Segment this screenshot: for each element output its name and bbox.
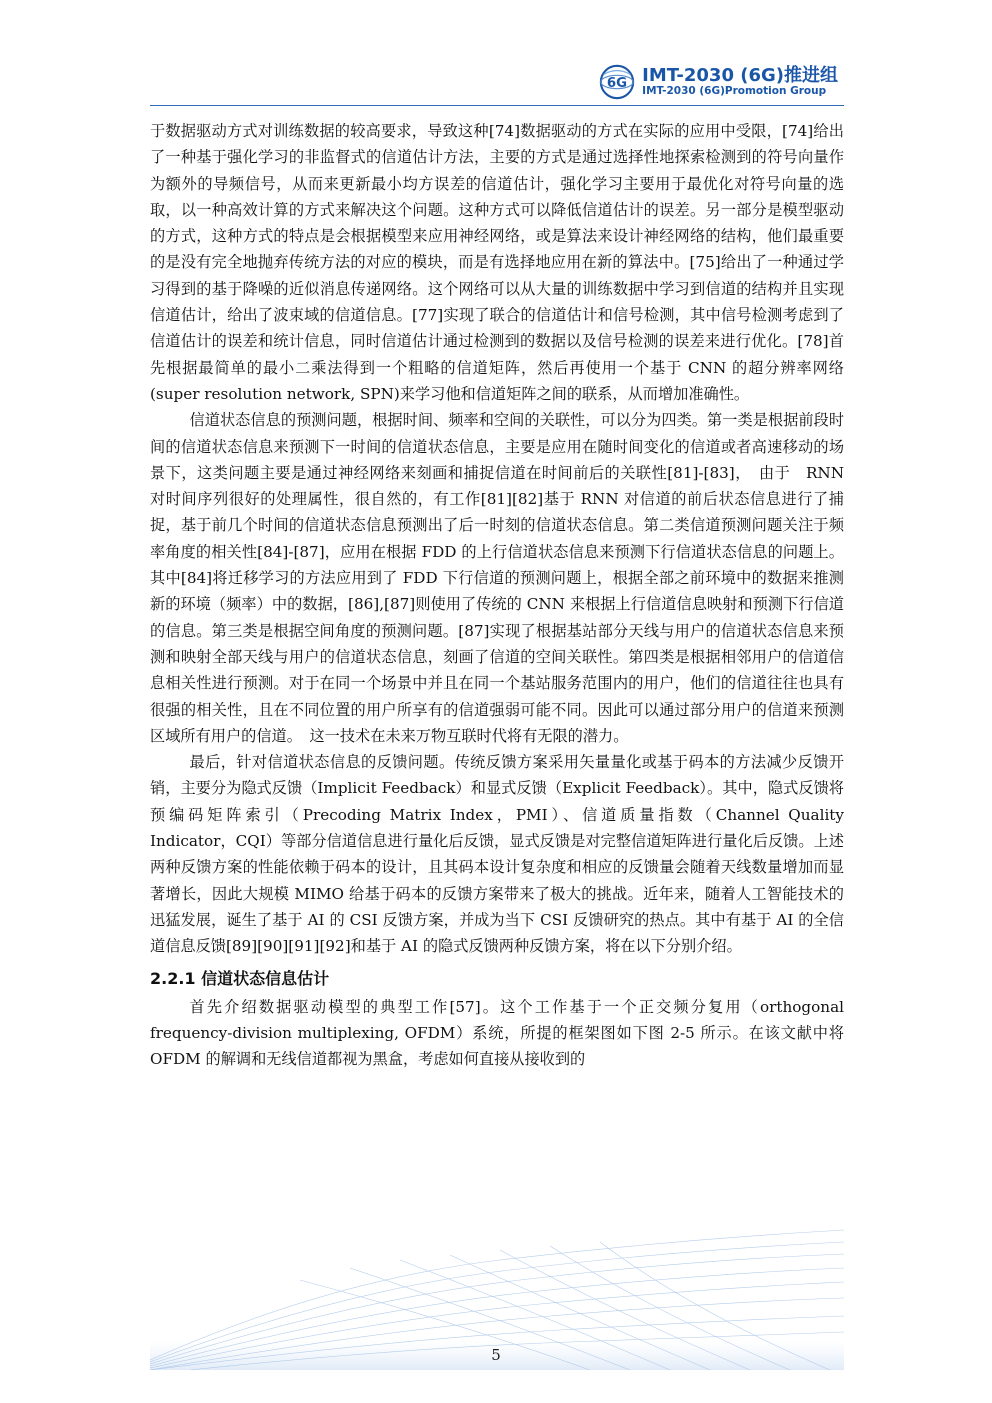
- body-paragraph-3: 最后，针对信道状态信息的反馈问题。传统反馈方案采用矢量量化或基于码本的方法减少反馈开销，主要分为隐式反馈（Implicit Feedback）和显式反馈（Explicit Feedback）。其中，隐式反馈将预编码矩阵索引（Precoding Matrix Index，PMI）、信道质量指数（Channel Quality Indicator，CQI）等部分信道信息进行量化后反馈，显式反馈是对完整信道矩阵进行量化后反馈。上述两种反馈方案的性能依赖于码本的设计，且其码本设计复杂度和相应的反馈量会随着天线数量增加而显著增长，因此大规模 MIMO 给基于码本的反馈方案带来了极大的挑战。近年来，随着人工智能技术的迅猛发展，诞生了基于 AI 的 CSI 反馈方案，并成为当下 CSI 反馈研究的热点。其中有基于 AI 的全信道信息反馈[89][90][91][92]和基于 AI 的隐式反馈两种反馈方案，将在以下分别介绍。: [150, 753, 844, 956]
- section-heading: 2.2.1 信道状态信息估计: [150, 968, 330, 988]
- logo-title: IMT-2030 (6G)推进组: [642, 65, 838, 87]
- header-divider: [150, 105, 844, 106]
- body-paragraph-4: 首先介绍数据驱动模型的典型工作[57]。这个工作基于一个正交频分复用（orthogonal frequency-division multiplexing, OFDM）系统，所提的框架图如下图 2-5 所示。在该文献中将 OFDM 的解调和无线信道都视为黑盒，考虑如何直接从接收到的: [150, 997, 844, 1069]
- logo-subtitle: IMT-2030 (6G)Promotion Group: [642, 84, 827, 97]
- imt-2030-logo: [598, 60, 838, 104]
- page-body: [150, 118, 860, 1072]
- body-paragraph-2: 信道状态信息的预测问题，根据时间、频率和空间的关联性，可以分为四类。第一类是根据前段时间的信道状态信息来预测下一时间的信道状态信息，主要是应用在随时间变化的信道或者高速移动的场景下，这类问题主要是通过神经网络来刻画和捕捉信道在时间前后的关联性[81]-[83]， 由于 RNN 对时间序列很好的处理属性，很自然的，有工作[81][82]基于 RNN 对信道的前后状态信息进行了捕捉，基于前几个时间的信道状态信息预测出了后一时刻的信道状态信息。第二类信道预测问题关注于频率角度的相关性[84]-[87]，应用在根据 FDD 的上行信道状态信息来预测下行信道状态信息的问题上。其中[84]将迁移学习的方法应用到了 FDD 下行信道的预测问题上，根据全部之前环境中的数据来推测新的环境（频率）中的数据，[86],[87]则使用了传统的 CNN 来根据上行信道信息映射和预测下行信道的信息。第三类是根据空间角度的预测问题。[87]实现了根据基站部分天线与用户的信道状态信息来预测和映射全部天线与用户的信道状态信息，刻画了信道的空间关联性。第四类是根据相邻用户的信道信息相关性进行预测。对于在同一个场景中并且在同一个基站服务范围内的用户，他们的信道往往也具有很强的相关性，且在不同位置的用户所享有的信道强弱可能不同。因此可以通过部分用户的信道来预测区域所有用户的信道。 这一技术在未来万物互联时代将有无限的潜力。: [150, 411, 860, 745]
- page-header: [150, 58, 844, 106]
- body-paragraph-1: 于数据驱动方式对训练数据的较高要求，导致这种[74]数据驱动的方式在实际的应用中受限，[74]给出了一种基于强化学习的非监督式的信道估计方法，主要的方式是通过选择性地探索检测到的符号向量作为额外的导频信号，从而来更新最小均方误差的信道估计，强化学习主要用于最优化对符号向量的选取，以一种高效计算的方式来解决这个问题。这种方式可以降低信道估计的误差。另一部分是模型驱动的方式，这种方式的特点是会根据模型来应用神经网络，或是算法来设计神经网络的结构，他们最重要的是没有完全地抛弃传统方法的对应的模块，而是有选择地应用在新的算法中。[75]给出了一种通过学习得到的基于降噪的近似消息传递网络。这个网络可以从大量的训练数据中学习到信道的结构并且实现信道估计，给出了波束域的信道信息。[77]实现了联合的信道估计和信号检测，其中信号检测考虑到了信道估计的误差和统计信息，同时信道估计通过检测到的数据以及信号检测的误差来进行优化。[78]首先根据最简单的最小二乘法得到一个粗略的信道矩阵，然后再使用一个基于 CNN 的超分辨率网络(super resolution network, SPN)来学习他和信道矩阵之间的联系，从而增加准确性。: [150, 122, 844, 403]
- page-number: 5: [491, 1346, 501, 1364]
- 6g-globe-icon: [598, 63, 636, 101]
- logo-badge-text: 6G: [607, 75, 628, 91]
